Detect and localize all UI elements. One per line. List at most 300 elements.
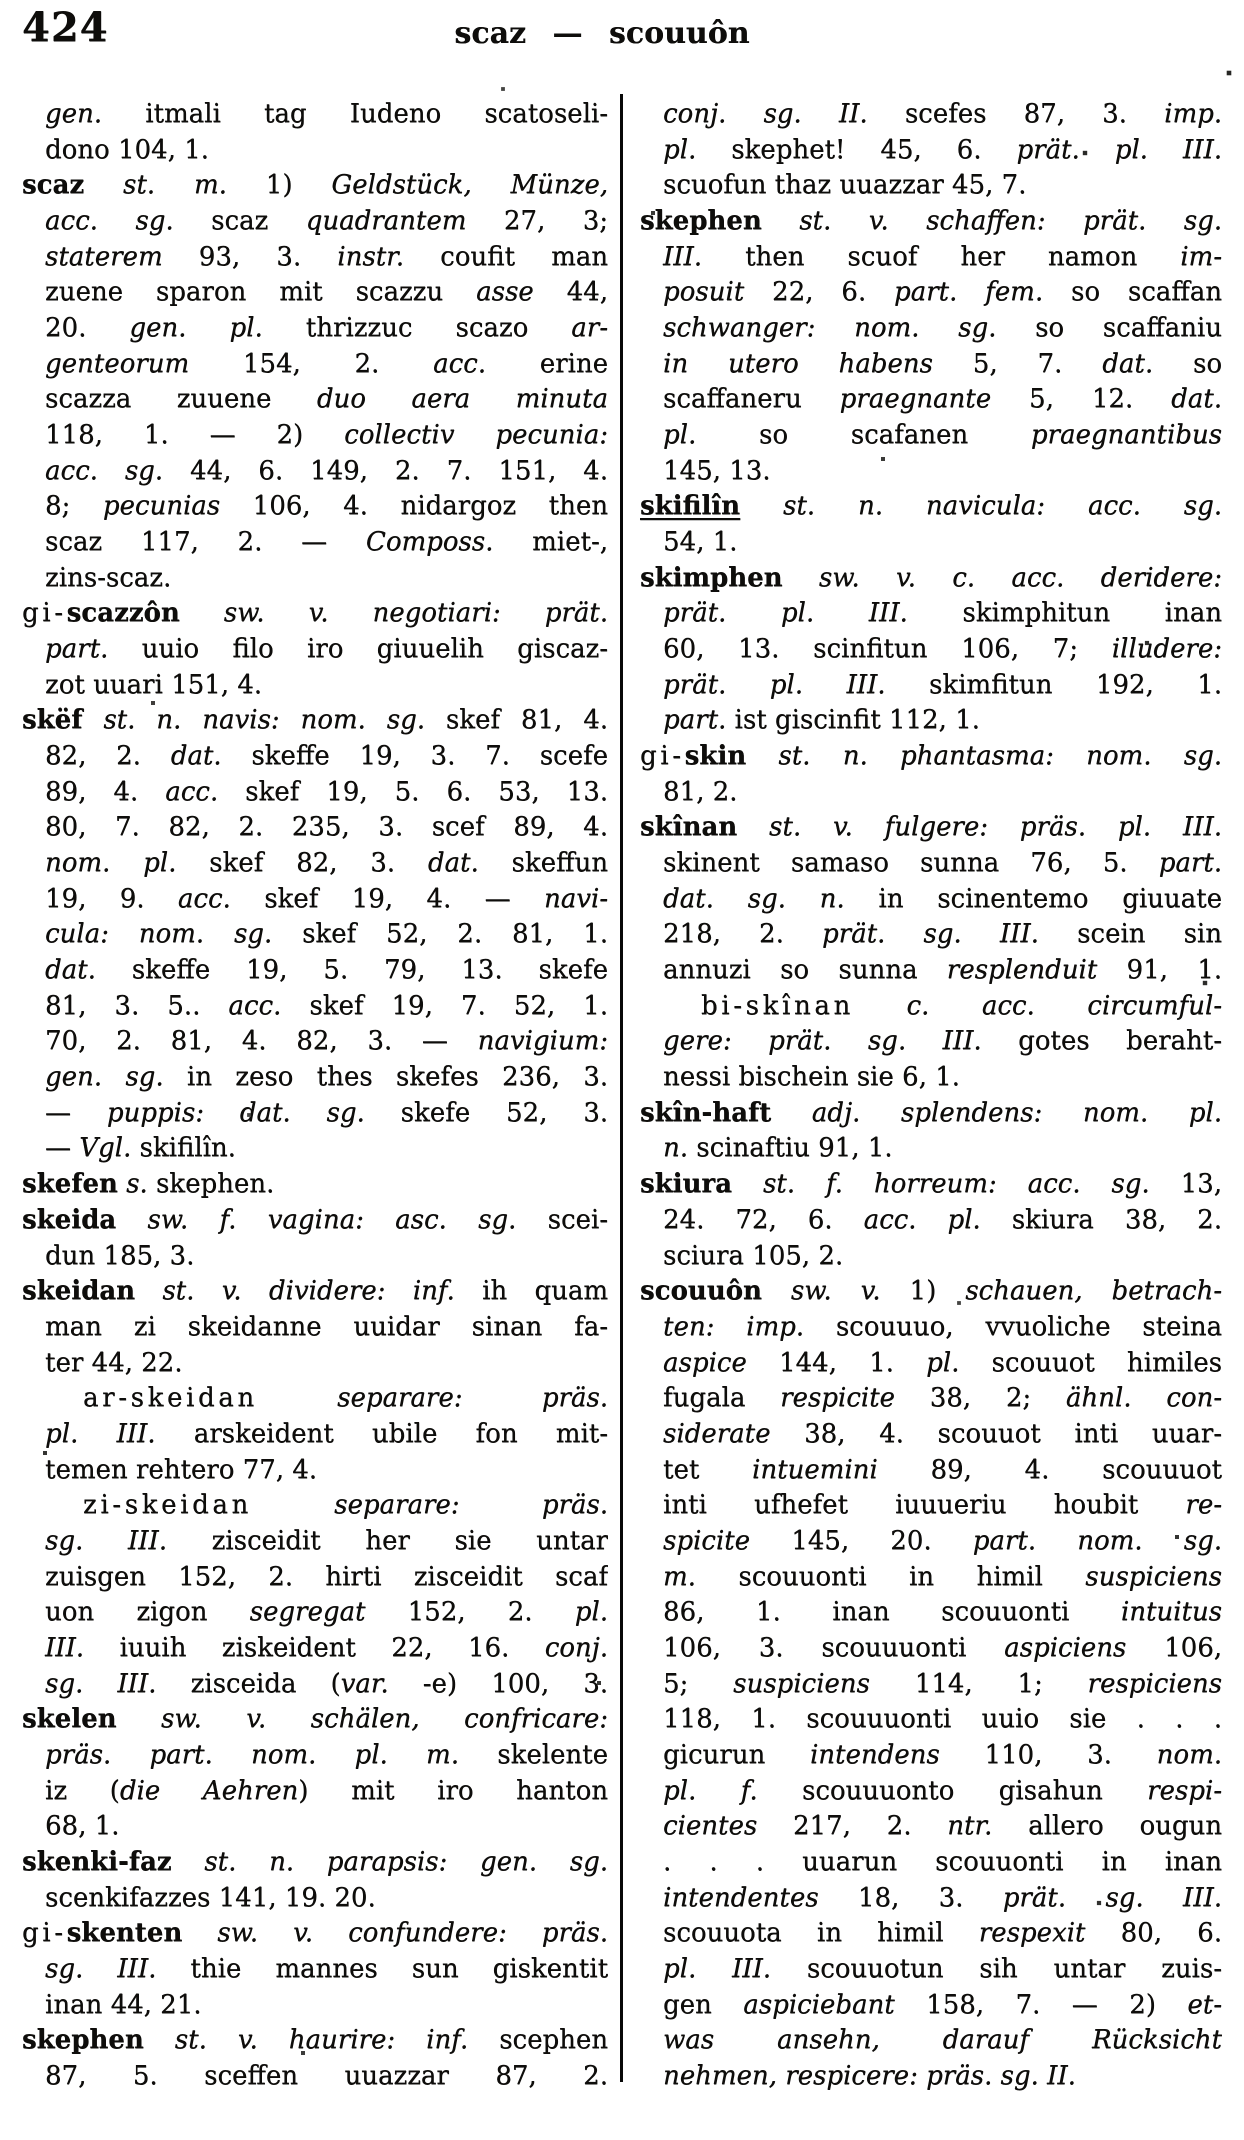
text-segment: 38, 4. scouuot inti uuar- xyxy=(770,1418,1222,1449)
text-segment: pl. xyxy=(574,1597,608,1628)
text-line xyxy=(22,596,608,632)
text-segment: aspice xyxy=(663,1347,747,1378)
text-segment: so scafanen xyxy=(696,420,1031,451)
text-segment xyxy=(116,1205,147,1235)
text-segment: pl. xyxy=(663,134,697,165)
text-segment: gi- xyxy=(22,598,67,629)
text-segment: dat. sg. n. xyxy=(663,883,845,914)
text-segment: acc. pl. xyxy=(863,1204,981,1235)
text-line xyxy=(22,1952,608,1988)
text-segment: c. acc. circumful- xyxy=(906,990,1222,1021)
text-segment: skeida xyxy=(22,1204,117,1235)
text-segment: ih quam xyxy=(454,1276,608,1307)
text-segment: nom. pl. xyxy=(45,848,177,879)
text-segment: sw. v. xyxy=(790,1276,881,1307)
text-segment: arskeident ubile fon mit- xyxy=(155,1418,608,1449)
text-line xyxy=(22,1417,608,1453)
text-segment xyxy=(117,1704,162,1734)
text-segment: acc. xyxy=(177,883,231,914)
text-segment: Composs. xyxy=(365,527,494,558)
text-segment: st. m. xyxy=(123,170,227,201)
text-segment: 60, 13. scinfitun 106, 7; xyxy=(663,634,1112,665)
text-line xyxy=(640,133,1222,169)
text-segment: 89, 4. scouuuot xyxy=(877,1454,1222,1485)
text-line xyxy=(640,1881,1222,1917)
text-segment: 81, 2. xyxy=(663,776,738,807)
text-segment: zuisgen 152, 2. hirti zisceidit scaf xyxy=(45,1561,608,1592)
text-segment: skef 52, 2. 81, 1. xyxy=(272,919,608,950)
text-segment: intendentes xyxy=(663,1882,819,1913)
text-segment: collectiv pecunia: xyxy=(344,420,608,451)
text-segment: 106, 3. scouuuonti xyxy=(663,1632,1005,1663)
text-line xyxy=(22,1167,608,1203)
text-line xyxy=(640,1774,1222,1810)
text-line xyxy=(640,1488,1222,1524)
text-line xyxy=(22,2023,608,2059)
text-segment: im- xyxy=(1180,241,1222,272)
text-segment: n. xyxy=(663,1133,689,1164)
text-segment: uuio filo iro giuuelih giscaz- xyxy=(108,634,608,665)
text-segment: skînan xyxy=(640,812,738,843)
text-segment: ar-skeidan xyxy=(83,1383,258,1414)
text-segment: — xyxy=(45,1133,80,1164)
text-line xyxy=(640,739,1222,775)
text-segment: instr. xyxy=(337,241,404,272)
text-segment: sw. f. vagina: asc. sg. xyxy=(147,1204,517,1235)
text-line xyxy=(640,204,1222,240)
text-line xyxy=(22,2059,608,2095)
text-line xyxy=(22,1774,608,1810)
text-segment: duo aera minuta xyxy=(316,384,608,415)
text-segment: praegnantibus xyxy=(1030,420,1222,451)
text-segment: adj. splendens: nom. pl. xyxy=(811,1097,1222,1128)
page-number: 424 xyxy=(22,4,109,51)
text-line xyxy=(640,97,1222,133)
text-segment: skimphen xyxy=(640,562,783,593)
text-line xyxy=(640,703,1222,739)
text-segment xyxy=(118,1169,126,1199)
text-line xyxy=(22,1667,608,1703)
text-segment: scouuotun sih untar zuis- xyxy=(771,1953,1222,1984)
text-segment: 80, 6. xyxy=(1085,1918,1222,1949)
text-segment: uon zigon xyxy=(45,1597,250,1628)
text-segment: 217, 2. xyxy=(757,1811,948,1842)
text-segment: präs. part. nom. pl. m. xyxy=(45,1739,459,1770)
text-segment: sw. v. confundere: präs. xyxy=(217,1918,608,1949)
text-line xyxy=(22,1488,608,1524)
text-segment: 80, 7. 82, 2. 235, 3. scef 89, 4. xyxy=(45,812,608,843)
text-line xyxy=(22,1060,608,1096)
text-segment: scouuonti in himil xyxy=(695,1561,1086,1592)
running-title: scaz — scouuôn xyxy=(454,16,750,51)
text-segment: navi- xyxy=(543,883,608,914)
scan-noise xyxy=(0,0,2,2)
text-segment: st. v. haurire: inf. xyxy=(174,2025,469,2056)
text-line xyxy=(640,1560,1222,1596)
text-segment: skeffe 19, 3. 7. scefe xyxy=(221,741,608,772)
text-segment: bi-skînan xyxy=(701,990,854,1021)
text-segment: pl. III. xyxy=(663,1953,772,1984)
text-line xyxy=(22,775,608,811)
text-segment: skëf xyxy=(22,705,83,736)
text-segment: 68, 1. xyxy=(45,1811,120,1842)
text-line xyxy=(640,382,1222,418)
text-line xyxy=(22,1702,608,1738)
text-segment: part. xyxy=(663,705,727,736)
text-line xyxy=(22,1809,608,1845)
text-segment: asse xyxy=(476,277,534,308)
text-segment: skelen xyxy=(22,1704,117,1735)
text-segment: 82, 2. xyxy=(45,741,171,772)
text-segment: skef 19, 4. — xyxy=(230,883,544,914)
text-line xyxy=(22,418,608,454)
text-segment: scefes 87, 3. xyxy=(867,99,1165,129)
text-line xyxy=(640,1845,1222,1881)
text-segment: Vgl. xyxy=(79,1133,132,1164)
text-segment: in zeso thes skefes 236, 3. xyxy=(163,1062,608,1093)
text-segment: sw. v. negotiari: prät. xyxy=(223,598,608,629)
text-segment: 145, 20. xyxy=(750,1525,973,1556)
text-line xyxy=(640,989,1222,1025)
text-line xyxy=(22,953,608,989)
text-segment: ähnl. con- xyxy=(1065,1383,1222,1414)
text-line xyxy=(22,1560,608,1596)
text-segment: sciura 105, 2. xyxy=(663,1240,844,1271)
text-segment xyxy=(746,741,778,771)
text-segment: ist giscinfit 112, 1. xyxy=(726,705,980,736)
text-segment: dat. xyxy=(170,741,222,772)
text-line xyxy=(22,1631,608,1667)
text-segment: suspiciens xyxy=(1085,1561,1222,1592)
text-line xyxy=(22,810,608,846)
text-line xyxy=(22,1310,608,1346)
text-segment xyxy=(252,1490,334,1520)
text-segment: staterem xyxy=(45,241,163,272)
text-segment: skefe 52, 3. xyxy=(364,1097,608,1128)
text-segment: scaz xyxy=(22,170,85,201)
text-segment: part. xyxy=(1158,848,1222,879)
text-segment: so xyxy=(1153,348,1222,379)
text-line xyxy=(640,2023,1222,2059)
text-line xyxy=(640,525,1222,561)
text-segment xyxy=(854,991,907,1021)
text-segment: skimphitun inan xyxy=(907,598,1222,629)
text-segment: sw. v. c. acc. deridere: xyxy=(818,562,1222,593)
text-segment: in scinentemo giuuate xyxy=(844,883,1222,914)
text-line xyxy=(640,1381,1222,1417)
text-segment: pecunias xyxy=(102,491,221,522)
text-segment: gere: prät. sg. III. xyxy=(663,1026,982,1057)
text-line xyxy=(22,311,608,347)
text-segment: 22, 6. xyxy=(744,277,894,308)
text-segment: respiciens xyxy=(1087,1668,1222,1699)
text-segment: iuuih ziskeident 22, 16. xyxy=(84,1632,545,1663)
text-line xyxy=(22,1346,608,1382)
text-segment: 118, 1. — 2) xyxy=(45,420,345,451)
text-line xyxy=(640,1203,1222,1239)
text-segment: 44, 6. 149, 2. 7. 151, 4. xyxy=(163,455,608,486)
text-line xyxy=(640,1239,1222,1275)
text-segment: itmali tag Iudeno scatoseli- xyxy=(102,99,608,129)
text-segment: imp. xyxy=(1164,99,1222,129)
text-segment: in utero habens xyxy=(663,348,933,379)
text-segment: scazzôn xyxy=(66,598,180,629)
column-divider xyxy=(620,94,623,2082)
text-segment: 86, 1. inan scouuonti xyxy=(663,1597,1121,1628)
text-segment: scouuota in himil xyxy=(663,1918,979,1949)
text-line xyxy=(640,882,1222,918)
text-segment: III. xyxy=(45,1632,85,1663)
text-segment: 144, 1. xyxy=(746,1347,927,1378)
text-segment: quadrantem xyxy=(305,206,467,237)
text-line xyxy=(22,703,608,739)
text-segment: man zi skeidanne uuidar sinan fa- xyxy=(45,1311,608,1342)
text-segment: part. nom. sg. xyxy=(972,1525,1222,1556)
text-segment: scouuuo, vvuoliche steina xyxy=(804,1311,1222,1342)
text-segment: gen. xyxy=(45,99,103,129)
text-line xyxy=(22,1595,608,1631)
text-segment: acc. sg. xyxy=(45,455,164,486)
text-segment: st. n. phantasma: nom. sg. xyxy=(778,741,1222,772)
text-segment: pl. xyxy=(663,420,697,451)
right-column xyxy=(640,97,1222,2095)
text-segment: 158, 7. — 2) xyxy=(894,1989,1188,2020)
text-line xyxy=(640,1096,1222,1132)
text-line xyxy=(640,489,1222,525)
text-segment: prät. pl. III. xyxy=(1016,134,1222,165)
text-segment: spicite xyxy=(663,1525,751,1556)
text-line xyxy=(640,1167,1222,1203)
text-segment: inti ufhefet iuuueriu houbit xyxy=(663,1490,1186,1521)
text-segment: gen. pl. xyxy=(129,313,263,344)
text-segment: dat. xyxy=(45,955,96,986)
text-segment: dun 185, 3. xyxy=(45,1240,195,1271)
text-segment: aspiciebant xyxy=(743,1989,895,2020)
text-line xyxy=(640,1702,1222,1738)
text-segment: skefen xyxy=(22,1169,118,1200)
text-line xyxy=(640,1131,1222,1167)
text-line xyxy=(640,347,1222,383)
text-segment: miet-, xyxy=(493,527,608,558)
text-segment: iz ( xyxy=(45,1775,120,1806)
text-segment: skenten xyxy=(66,1918,183,1949)
text-line xyxy=(640,1524,1222,1560)
text-segment: 93, 3. xyxy=(162,241,338,272)
text-segment: m. xyxy=(663,1561,696,1592)
text-segment: 89, 4. xyxy=(45,776,166,807)
text-segment: III. xyxy=(663,241,703,272)
text-segment: skeffe 19, 5. 79, 13. skefe xyxy=(95,955,608,986)
text-segment: 114, 1; xyxy=(869,1668,1088,1699)
text-line xyxy=(640,775,1222,811)
text-segment: sw. v. schälen, confricare: xyxy=(161,1704,608,1735)
text-segment: skef 19, 7. 52, 1. xyxy=(281,990,608,1021)
text-segment: erine xyxy=(485,348,608,379)
text-segment: sg. III. xyxy=(45,1953,157,1984)
text-segment: -e) 100, 3. xyxy=(388,1668,608,1699)
text-segment: scouuôn xyxy=(640,1276,762,1307)
text-segment: ) mit iro hanton xyxy=(298,1775,608,1806)
text-line xyxy=(22,668,608,704)
text-segment: illudere: xyxy=(1111,634,1222,665)
text-line xyxy=(22,1453,608,1489)
text-segment: gen. sg. xyxy=(45,1062,164,1093)
text-segment: gen xyxy=(663,1989,744,2020)
text-segment: nehmen, respicere: präs. sg. II. xyxy=(663,2060,1076,2091)
text-line xyxy=(640,311,1222,347)
text-line xyxy=(640,1667,1222,1703)
text-segment: zisceida ( xyxy=(156,1668,341,1699)
text-segment: scinaftiu 91, 1. xyxy=(688,1133,893,1164)
text-line xyxy=(640,240,1222,276)
text-segment: dono 104, 1. xyxy=(45,134,209,165)
text-line xyxy=(22,240,608,276)
text-segment: scei- xyxy=(516,1204,608,1235)
text-line xyxy=(640,1274,1222,1310)
text-segment: schauen, betrach- xyxy=(965,1276,1222,1307)
text-segment: posuit xyxy=(663,277,745,308)
text-segment: nessi bischein sie 6, 1. xyxy=(663,1062,960,1093)
text-segment: conj. xyxy=(544,1632,608,1663)
text-line xyxy=(640,2059,1222,2095)
text-segment: 1) xyxy=(226,170,332,201)
text-line xyxy=(22,525,608,561)
text-line xyxy=(22,846,608,882)
text-segment: scaz 117, 2. — xyxy=(45,527,366,558)
text-segment xyxy=(732,1169,763,1199)
text-line xyxy=(22,1274,608,1310)
text-segment: skifilîn. xyxy=(131,1133,236,1164)
text-segment: st. n. navicula: acc. sg. xyxy=(783,491,1222,522)
text-segment: acc. xyxy=(228,990,282,1021)
text-segment: so scaffan xyxy=(1043,277,1222,308)
text-segment: 44, xyxy=(533,277,608,308)
text-segment xyxy=(740,491,783,521)
text-line xyxy=(22,1524,608,1560)
text-line xyxy=(22,454,608,490)
text-segment: zisceidit her sie untar xyxy=(166,1525,608,1556)
text-segment xyxy=(737,812,769,842)
text-line xyxy=(640,454,1222,490)
text-segment: suspiciens xyxy=(733,1668,870,1699)
text-segment: siderate xyxy=(663,1418,771,1449)
text-segment: skephen xyxy=(22,2025,144,2056)
text-segment: so scaffaniu xyxy=(996,313,1222,344)
text-segment: cula: nom. sg. xyxy=(45,919,273,950)
text-line xyxy=(22,1738,608,1774)
text-segment: 20. xyxy=(45,313,130,344)
text-line xyxy=(640,418,1222,454)
left-column xyxy=(22,97,608,2095)
text-segment: prät. pl. III. xyxy=(663,669,886,700)
text-line xyxy=(22,561,608,597)
text-line xyxy=(22,168,608,204)
text-segment xyxy=(180,598,224,628)
text-segment: prät. pl. III. xyxy=(663,598,908,629)
text-segment: skephen. xyxy=(147,1169,275,1200)
text-segment: 5; xyxy=(663,1668,734,1699)
text-line xyxy=(640,168,1222,204)
text-line xyxy=(22,275,608,311)
text-segment: resplenduit xyxy=(946,955,1098,986)
text-segment: skinent samaso sunna 76, 5. xyxy=(663,848,1159,879)
text-segment: temen rehtero 77, 4. xyxy=(45,1454,318,1485)
text-segment: sg. III. xyxy=(45,1668,157,1699)
text-segment: — xyxy=(45,1097,107,1128)
text-line xyxy=(640,596,1222,632)
text-segment: skeidan xyxy=(22,1276,136,1307)
text-segment: separare: präs. xyxy=(334,1490,608,1521)
text-segment: part. xyxy=(45,634,109,665)
text-segment: et- xyxy=(1187,1989,1222,2020)
text-line xyxy=(640,1738,1222,1774)
text-segment: 81, 3. 5.. xyxy=(45,990,229,1021)
text-line xyxy=(640,1453,1222,1489)
text-segment: st. v. fulgere: präs. pl. III. xyxy=(769,812,1222,843)
text-segment: 24. 72, 6. xyxy=(663,1204,864,1235)
text-segment: aspiciens xyxy=(1004,1632,1127,1663)
text-line xyxy=(22,382,608,418)
text-segment: 70, 2. 81, 4. 82, 3. — xyxy=(45,1026,478,1057)
text-line xyxy=(22,1988,608,2024)
text-segment: intendens xyxy=(809,1739,940,1770)
text-line xyxy=(22,133,608,169)
text-segment: skiura xyxy=(640,1169,732,1200)
text-segment: st. v. dividere: inf. xyxy=(162,1276,455,1307)
text-segment: respexit xyxy=(978,1918,1086,1949)
text-line xyxy=(22,632,608,668)
text-segment: scouuuonto gisahun xyxy=(757,1775,1148,1806)
text-segment: dat. xyxy=(427,848,479,879)
text-line xyxy=(640,1310,1222,1346)
text-segment: acc. sg. xyxy=(45,206,174,237)
text-segment: st. v. schaffen: prät. sg. xyxy=(799,206,1222,237)
text-segment: skef 19, 5. 6. 53, 13. xyxy=(218,776,608,807)
text-segment: 27, 3; xyxy=(466,206,608,237)
text-line xyxy=(640,1809,1222,1845)
text-segment: allero ougun xyxy=(992,1811,1222,1842)
text-segment: prät. sg. III. xyxy=(822,919,1039,950)
text-segment: scephen xyxy=(468,2025,608,2056)
text-segment xyxy=(771,1098,812,1128)
text-segment: . . . uuarun scouuonti in inan xyxy=(663,1846,1222,1877)
text-line xyxy=(640,1631,1222,1667)
text-segment: praegnante xyxy=(839,384,992,415)
text-line xyxy=(22,1203,608,1239)
text-segment: 87, 5. sceffen uuazzar 87, 2. xyxy=(45,2060,608,2091)
text-line xyxy=(640,917,1222,953)
text-segment: var. xyxy=(340,1668,389,1699)
text-segment: ar- xyxy=(571,313,608,344)
text-segment: prät. sg. III. xyxy=(1002,1882,1222,1913)
text-segment: skimfitun 192, 1. xyxy=(885,669,1222,700)
text-line xyxy=(640,953,1222,989)
text-segment: st. n. navis: nom. sg. xyxy=(103,705,425,736)
text-segment: fugala xyxy=(663,1383,781,1414)
text-segment: navigium: xyxy=(477,1026,608,1057)
text-segment: part. fem. xyxy=(893,277,1044,308)
text-segment: 106, 4. nidargoz then xyxy=(220,491,608,522)
text-segment: skef 82, 3. xyxy=(176,848,428,879)
text-segment: gotes beraht- xyxy=(981,1026,1222,1057)
text-segment: 118, 1. scouuuonti uuio sie . . . xyxy=(663,1704,1222,1735)
text-segment: scuofun thaz uuazzar 45, 7. xyxy=(663,170,1027,201)
text-line xyxy=(22,1845,608,1881)
text-line xyxy=(640,1916,1222,1952)
text-segment: 91, 1. xyxy=(1097,955,1222,986)
text-segment: gicurun xyxy=(663,1739,810,1770)
text-segment xyxy=(762,1276,791,1306)
